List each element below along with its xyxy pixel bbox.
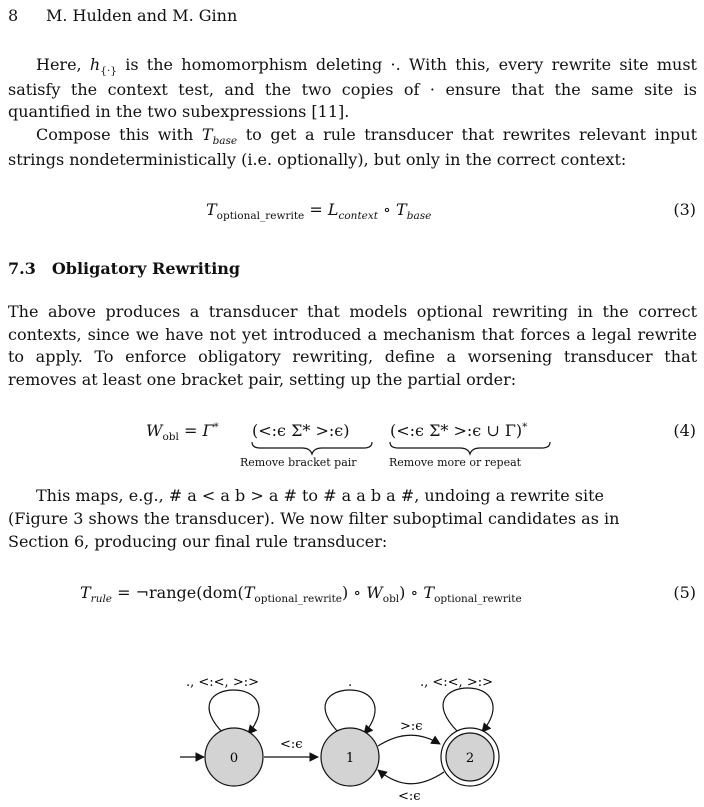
transducer-figure bbox=[0, 650, 704, 807]
equation-4-group-1: (<:ϵ Σ* >:ϵ) bbox=[252, 421, 350, 440]
h-subscript: {·} bbox=[100, 65, 117, 77]
edge-1-2 bbox=[378, 735, 440, 746]
paragraph-maps-line-1: This maps, e.g., # a < a b > a # to # a a b a #, undoing a rewrite site bbox=[36, 486, 605, 505]
h-symbol: h bbox=[89, 55, 101, 74]
self-loop-2 bbox=[443, 688, 493, 732]
paragraph-homomorphism: Here, $h_{\{\cdot\}}$ is the homomorphism deleting ·. With this, every rewrite site must satisfy the context test, and the two copies of · ensure that the same site is quantified in the two subexpressions [11]. bbox=[8, 55, 697, 121]
state-1-label: 1 bbox=[345, 751, 355, 766]
self-loop-1 bbox=[325, 690, 375, 734]
running-header-authors: M. Hulden and M. Ginn bbox=[46, 6, 238, 25]
loop-label-0: ., <:<, >:> bbox=[186, 675, 259, 690]
section-heading: 7.3 Obligatory Rewriting bbox=[8, 259, 241, 278]
edge-1-2-label: >:ϵ bbox=[400, 719, 423, 734]
edge-0-1-label: <:ϵ bbox=[280, 737, 303, 752]
equation-4-group-2: (<:ϵ Σ* >:ϵ ∪ Γ)* bbox=[390, 421, 528, 440]
paragraph-maps-line-3: Section 6, producing our final rule transducer: bbox=[8, 532, 388, 551]
paragraph-maps-line-2: (Figure 3 shows the transducer). We now filter suboptimal candidates as in bbox=[8, 509, 620, 528]
equation-5-number: (5) bbox=[673, 583, 696, 602]
page-number: 8 bbox=[8, 6, 19, 25]
paragraph-compose: Compose this with $T_{base}$ to get a rule transducer that rewrites relevant input strings nondeterministically (i.e. optionally), but only in the correct context: bbox=[8, 125, 698, 169]
state-0-label: 0 bbox=[229, 751, 239, 766]
self-loop-0 bbox=[209, 690, 259, 734]
loop-label-1: . bbox=[348, 675, 353, 690]
underbrace-2 bbox=[390, 442, 550, 454]
edge-2-1-label: <:ϵ bbox=[398, 789, 421, 804]
brace-label-remove-pair: Remove bracket pair bbox=[240, 456, 357, 469]
underbrace-1 bbox=[252, 442, 372, 454]
paragraph-obligatory: The above produces a transducer that models optional rewriting in the correct contexts, since we have not yet introduced a mechanism that forces a legal rewrite to apply. To enforce obligatory rewriting, define a worsening transducer that removes at least one bracket pair, setting up the partial order: bbox=[8, 302, 697, 389]
equation-3: $T_{optional\_rewrite} = L_{context}$ ∘ $T_{base}$ bbox=[206, 200, 432, 222]
equation-4-number: (4) bbox=[673, 421, 696, 440]
state-2-label: 2 bbox=[465, 751, 475, 766]
edge-2-1 bbox=[378, 770, 444, 784]
brace-label-remove-more: Remove more or repeat bbox=[389, 456, 522, 469]
equation-4: $W_{obl} = \Gamma^*$ bbox=[146, 421, 219, 443]
underbraces bbox=[240, 440, 570, 456]
equation-3-number: (3) bbox=[673, 200, 696, 219]
loop-label-2: ., <:<, >:> bbox=[420, 675, 493, 690]
equation-5: $T_{rule}$ = $\neg range(dom(T_{optional\_rewrite})$ ∘ $W_{obl}$) ∘ $T_{optional\_rewrite}$ bbox=[80, 583, 522, 605]
